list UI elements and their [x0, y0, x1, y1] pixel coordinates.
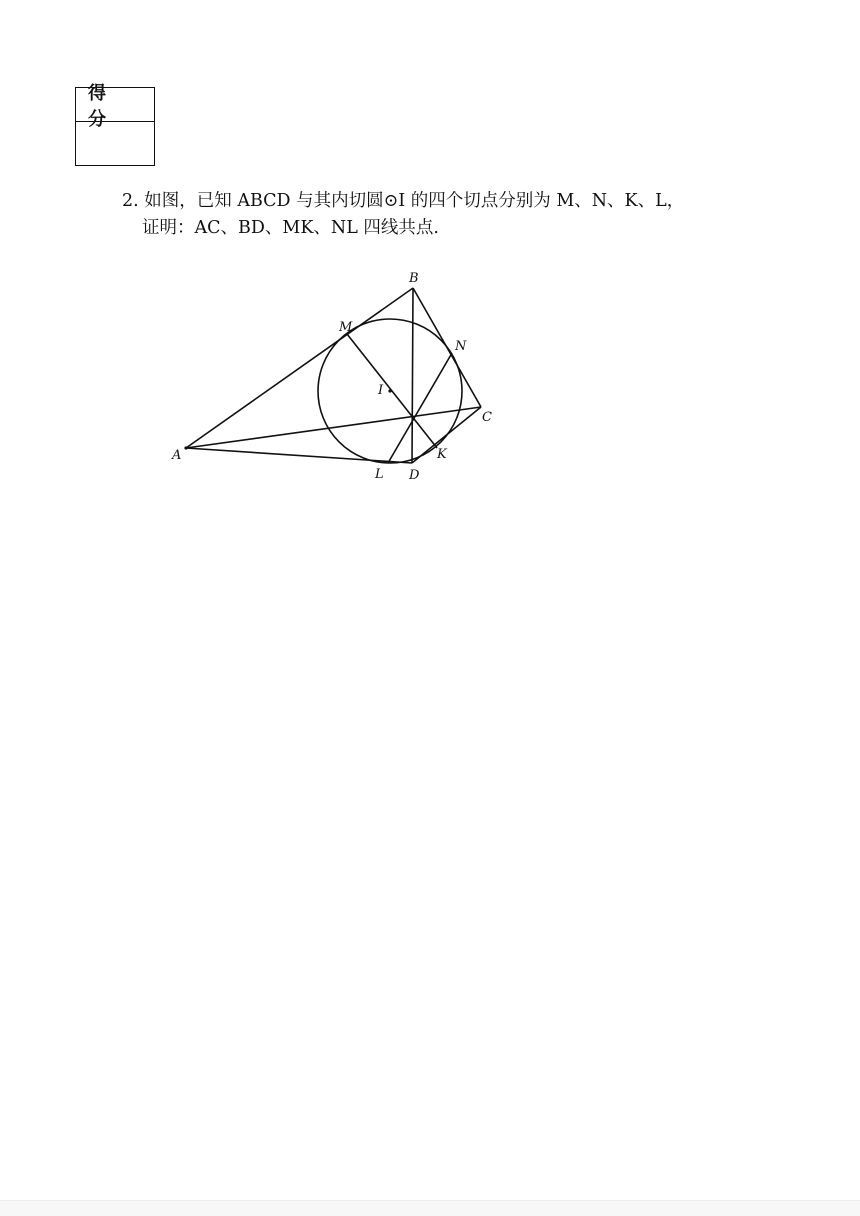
problem-text [122, 188, 684, 242]
geometry-figure [160, 262, 520, 492]
label-i: I [378, 383, 384, 398]
diagonal-ac [186, 407, 481, 448]
label-a: A [172, 448, 182, 463]
geometry-diagram [160, 262, 520, 492]
problem-statement: 2. 如图，已知 ABCD 与其内切圆⊙I 的四个切点分别为 M、N、K、L， [122, 191, 685, 211]
label-b: B [409, 271, 419, 286]
label-k: K [437, 447, 447, 462]
vertex-a-dot [184, 446, 187, 449]
label-c: C [482, 410, 492, 425]
center-i-dot [388, 389, 391, 392]
diagonal-bd [412, 288, 413, 463]
side-da [186, 448, 412, 463]
score-header: 得 分 [76, 88, 154, 122]
side-ab [186, 288, 413, 448]
score-box [75, 82, 155, 166]
label-d: D [409, 468, 420, 483]
label-l: L [375, 467, 384, 482]
label-m: M [339, 320, 353, 335]
viewer-bottom-edge [0, 1200, 860, 1216]
chord-mk [347, 334, 437, 448]
label-n: N [455, 339, 467, 354]
problem-task: 证明：AC、BD、MK、NL 四线共点. [142, 218, 439, 238]
